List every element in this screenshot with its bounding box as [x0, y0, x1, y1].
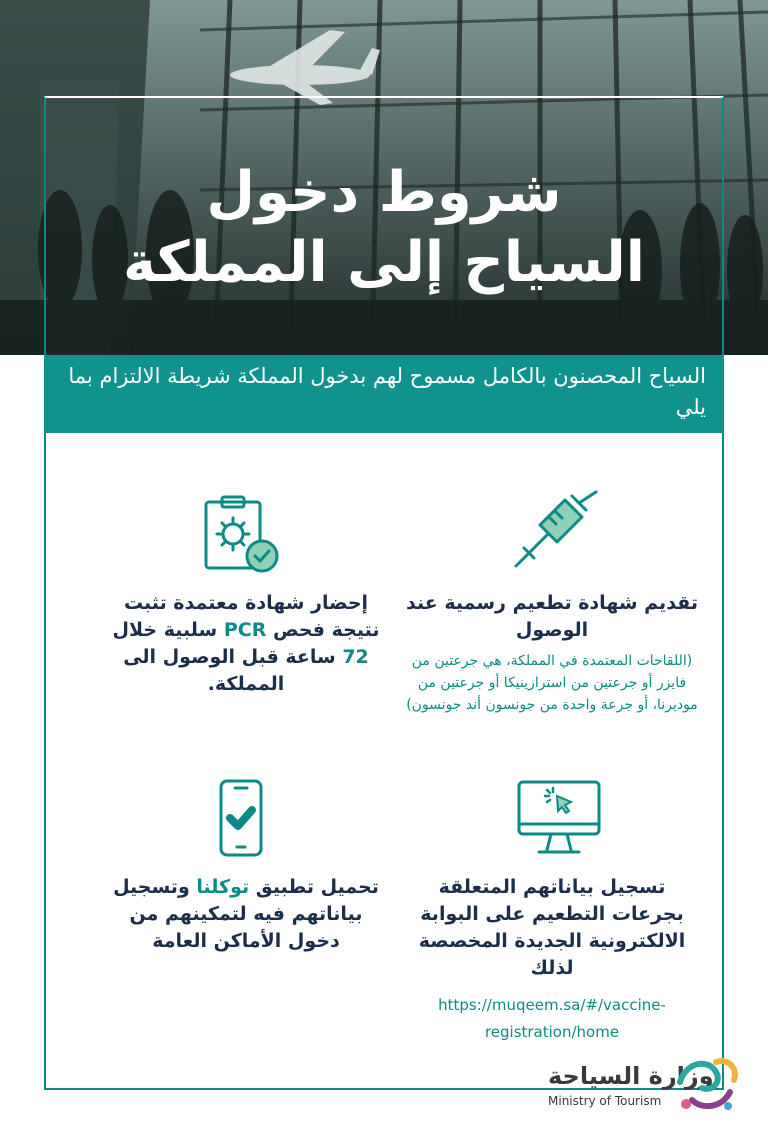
register-doses-title: تسجيل بياناتهم المتعلقة بجرعات التطعيم على البوابة الالكترونية الجديدة المخصصة لذلك — [418, 876, 686, 979]
ministry-name-english: Ministry of Tourism — [548, 1094, 662, 1108]
phone-check-icon — [218, 778, 264, 858]
pcr-highlight: PCR — [223, 619, 267, 641]
tawakkalna-highlight: توكلنا — [196, 876, 250, 898]
approved-vaccines-note: (اللقاحات المعتمدة في المملكة، هي جرعتين من فايزر أو جرعتين من استرازينيكا أو جرعتين من موديرنا، أو جرعة واحدة من جونسون أند جونسون) — [406, 653, 698, 713]
vaccine-certificate-item — [402, 590, 702, 716]
registration-link[interactable]: https://muqeem.sa/#/vaccine-registration/home — [438, 996, 666, 1041]
ministry-name-arabic: وزارة السياحة — [548, 1062, 714, 1090]
ministry-logo-icon — [672, 1052, 742, 1118]
intro-banner: السياح المحصنون بالكامل مسموح لهم بدخول المملكة شريطة الالتزام بما يلي — [44, 355, 724, 433]
pcr-test-item — [106, 590, 386, 698]
tawakkalna-text: تحميل تطبيق توكلنا وتسجيل بياناتهم فيه لتمكينهم من دخول الأماكن العامة — [113, 876, 379, 952]
clipboard-virus-icon — [200, 494, 282, 576]
computer-cursor-icon — [515, 778, 603, 858]
vaccine-certificate-title: تقديم شهادة تطعيم رسمية عند الوصول — [406, 592, 698, 641]
page-title-line2: السياح إلى المملكة — [122, 230, 646, 295]
tawakkalna-item — [106, 874, 386, 955]
syringe-icon — [510, 490, 602, 572]
hours-highlight: 72 — [342, 646, 369, 668]
page-title-line1: شروط دخول — [206, 160, 562, 225]
pcr-test-text: إحضار شهادة معتمدة تثبت نتيجة فحص PCR سلبية خلال 72 ساعة قبل الوصول الى المملكة. — [112, 592, 380, 695]
register-doses-item — [402, 874, 702, 1046]
